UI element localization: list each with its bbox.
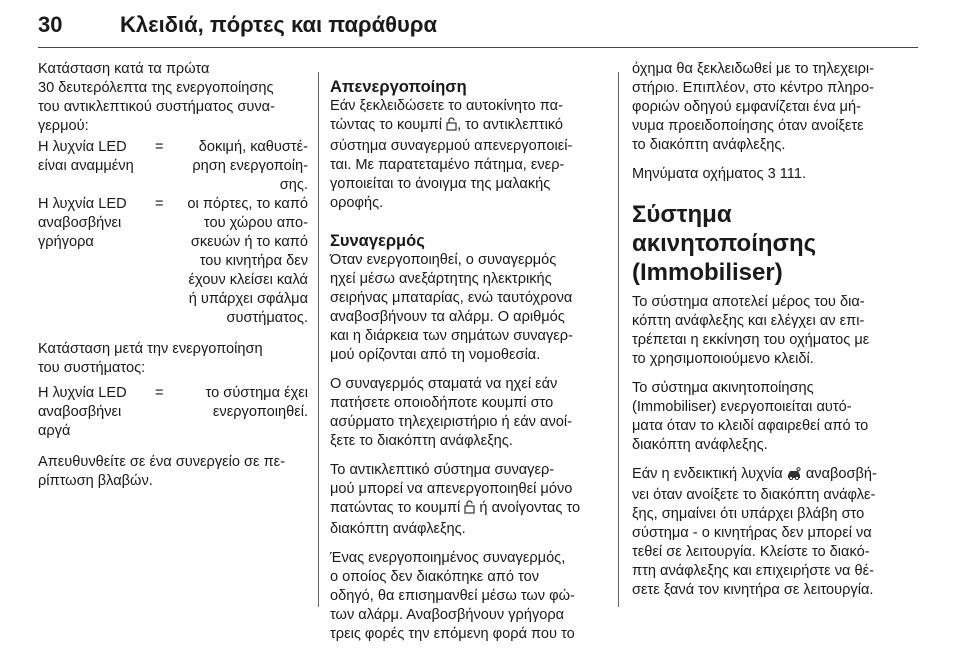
vehicle-messages-reference: Μηνύματα οχήματος 3 111. [632, 166, 807, 182]
contact-paragraph: Απευθυνθείτε σε ένα συνεργείο σε πε- ρίπτωση βλαβών. [38, 454, 286, 489]
table-cell: Η λυχνία LED αναβοσβήνει αργά [38, 385, 127, 439]
header-rule [38, 47, 918, 48]
led-status-table [38, 138, 308, 328]
table-cell: = [155, 385, 164, 401]
deactivation-heading: Απενεργοποίηση [330, 78, 467, 96]
deactivation-paragraph: Εάν ξεκλειδώσετε το αυτοκίνητο πα- τώντας το κουμπί , το αντικλεπτικό σύστημα συναγερμού απενεργοποιεί- ται. Με παρατεταμένο πάτημα, ενερ- γοποιείται το άνοιγμα της μαλακής οροφής. [330, 98, 573, 211]
table-cell: οι πόρτες, το καπό του χώρου απο- σκευών ή το καπό του κινητήρα δεν έχουν κλείσει καλά ή υπάρχει σφάλμα συστήματος. [187, 196, 308, 326]
table-cell: = [155, 196, 164, 212]
immobiliser-heading: Σύστημα ακινητοποίησης (Immobiliser) [632, 201, 817, 286]
alarm-stop-paragraph: Ο συναγερμός σταματά να ηχεί εάν πατήσετε οποιοδήποτε κουμπί στο ασύρματο τηλεχειριστήριο ή εάν ανοί- ξετε το διακόπτη ανάφλεξης. [330, 376, 572, 449]
column-3 [632, 60, 922, 610]
immobiliser-car-key-icon [787, 467, 802, 486]
column-divider [618, 72, 619, 607]
immobiliser-paragraph-3: Εάν η ενδεικτική λυχνία αναβοσβή- νει όταν ανοίξετε το διακόπτη ανάφλε- ξης, σημαίνει ότι υπάρχει βλάβη στο σύστημα - ο κινητήρας δεν μπορεί να τεθεί σε λειτουργία. Κλείστε το διακό- πτη ανάφλεξης και επιχειρήστε να θέ- σετε ξανά τον κινητήρα σε λειτουργία. [632, 466, 877, 598]
alarm-heading: Συναγερμός [330, 232, 425, 250]
table-cell: δοκιμή, καθυστέ- ρηση ενεργοποίη- σης. [192, 139, 308, 193]
after-activation-paragraph: Κατάσταση μετά την ενεργοποίηση του συστήματος: [38, 341, 263, 376]
reference-arrow-icon: 3 [767, 166, 776, 182]
alarm-paragraph: Όταν ενεργοποιηθεί, ο συναγερμός ηχεί μέσω ανεξάρτητης ηλεκτρικής σειρήνας μπαταρίας, ενώ ταυτόχρονα αναβοσβήνουν τα αλάρμ. Ο αριθμός και η διάρκεια των σημάτων συναγερ- μού ορίζονται από τη νομοθεσία. [330, 252, 573, 363]
page-header [38, 8, 918, 48]
table-cell: Η λυχνία LED αναβοσβήνει γρήγορα [38, 196, 127, 250]
immobiliser-paragraph-1: Το σύστημα αποτελεί μέρος του δια- κόπτη ανάφλεξης και ελέγχει αν επι- τρέπεται η εκκίνηση του οχήματος με το χρησιμοποιούμενο κλειδί. [632, 294, 870, 367]
page-number: 30 [38, 12, 63, 37]
table-cell: το σύστημα έχει ενεργοποιηθεί. [205, 385, 308, 420]
table-cell: = [155, 139, 164, 155]
intro-paragraph: Κατάσταση κατά τα πρώτα 30 δευτερόλεπτα της ενεργοποίησης του αντικλεπτικού συστήματος συνα- γερμού: [38, 61, 275, 134]
table-cell: Η λυχνία LED είναι αναμμένη [38, 139, 134, 174]
immobiliser-paragraph-2: Το σύστημα ακινητοποίησης (Immobiliser) ενεργοποιείται αυτό- ματα όταν το κλειδί αφαιρεθεί από το διακόπτη ανάφλεξης. [632, 380, 869, 453]
led-status-table-2 [38, 384, 308, 441]
column-divider [318, 72, 319, 607]
alarm-deactivation-paragraph: Το αντικλεπτικό σύστημα συναγερ- μού μπορεί να απενεργοποιηθεί μόνο πατώντας το κουμπί ή ανοίγοντας το διακόπτη ανάφλεξης. [330, 462, 581, 537]
column-2 [330, 60, 605, 654]
unlock-icon [446, 117, 457, 137]
alarm-notice-paragraph: Ένας ενεργοποιημένος συναγερμός, ο οποίος δεν διακόπηκε από τον οδηγό, θα επισημανθεί μέσω των φώ- των αλάρμ. Αναβοσβήνουν γρήγορα τρεις φορές την επόμενη φορά που το [330, 550, 575, 642]
chapter-title: Κλειδιά, πόρτες και παράθυρα [120, 12, 437, 37]
continued-paragraph: όχημα θα ξεκλειδωθεί με το τηλεχειρι- στήριο. Επιπλέον, στο κέντρο πληρο- φοριών οδηγού εμφανίζεται ένα μή- νυμα προειδοποίησης όταν ανοίξετε το διακόπτη ανάφλεξης. [632, 61, 875, 153]
column-1 [38, 60, 308, 501]
unlock-icon [464, 500, 475, 520]
